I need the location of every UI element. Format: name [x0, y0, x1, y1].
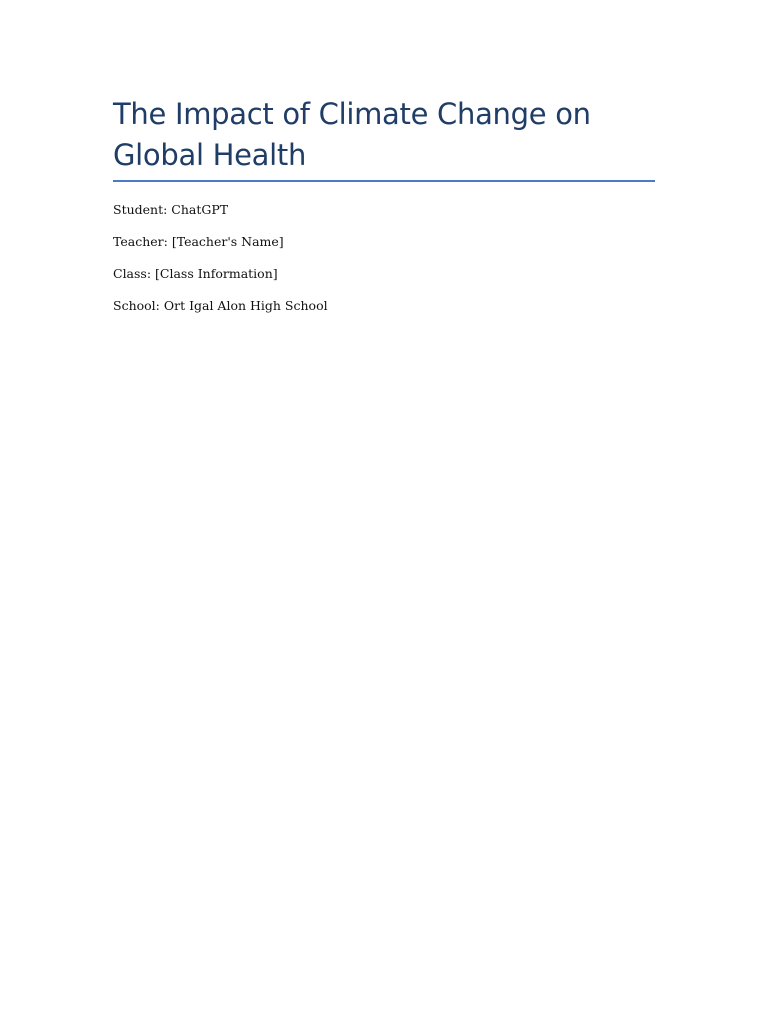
teacher-line: Teacher: [Teacher's Name] [113, 234, 284, 249]
class-line: Class: [Class Information] [113, 266, 278, 281]
title-underline-divider [113, 180, 655, 182]
document-title: The Impact of Climate Change on Global Health [113, 97, 591, 172]
school-line: School: Ort Igal Alon High School [113, 298, 328, 313]
student-line: Student: ChatGPT [113, 202, 229, 217]
